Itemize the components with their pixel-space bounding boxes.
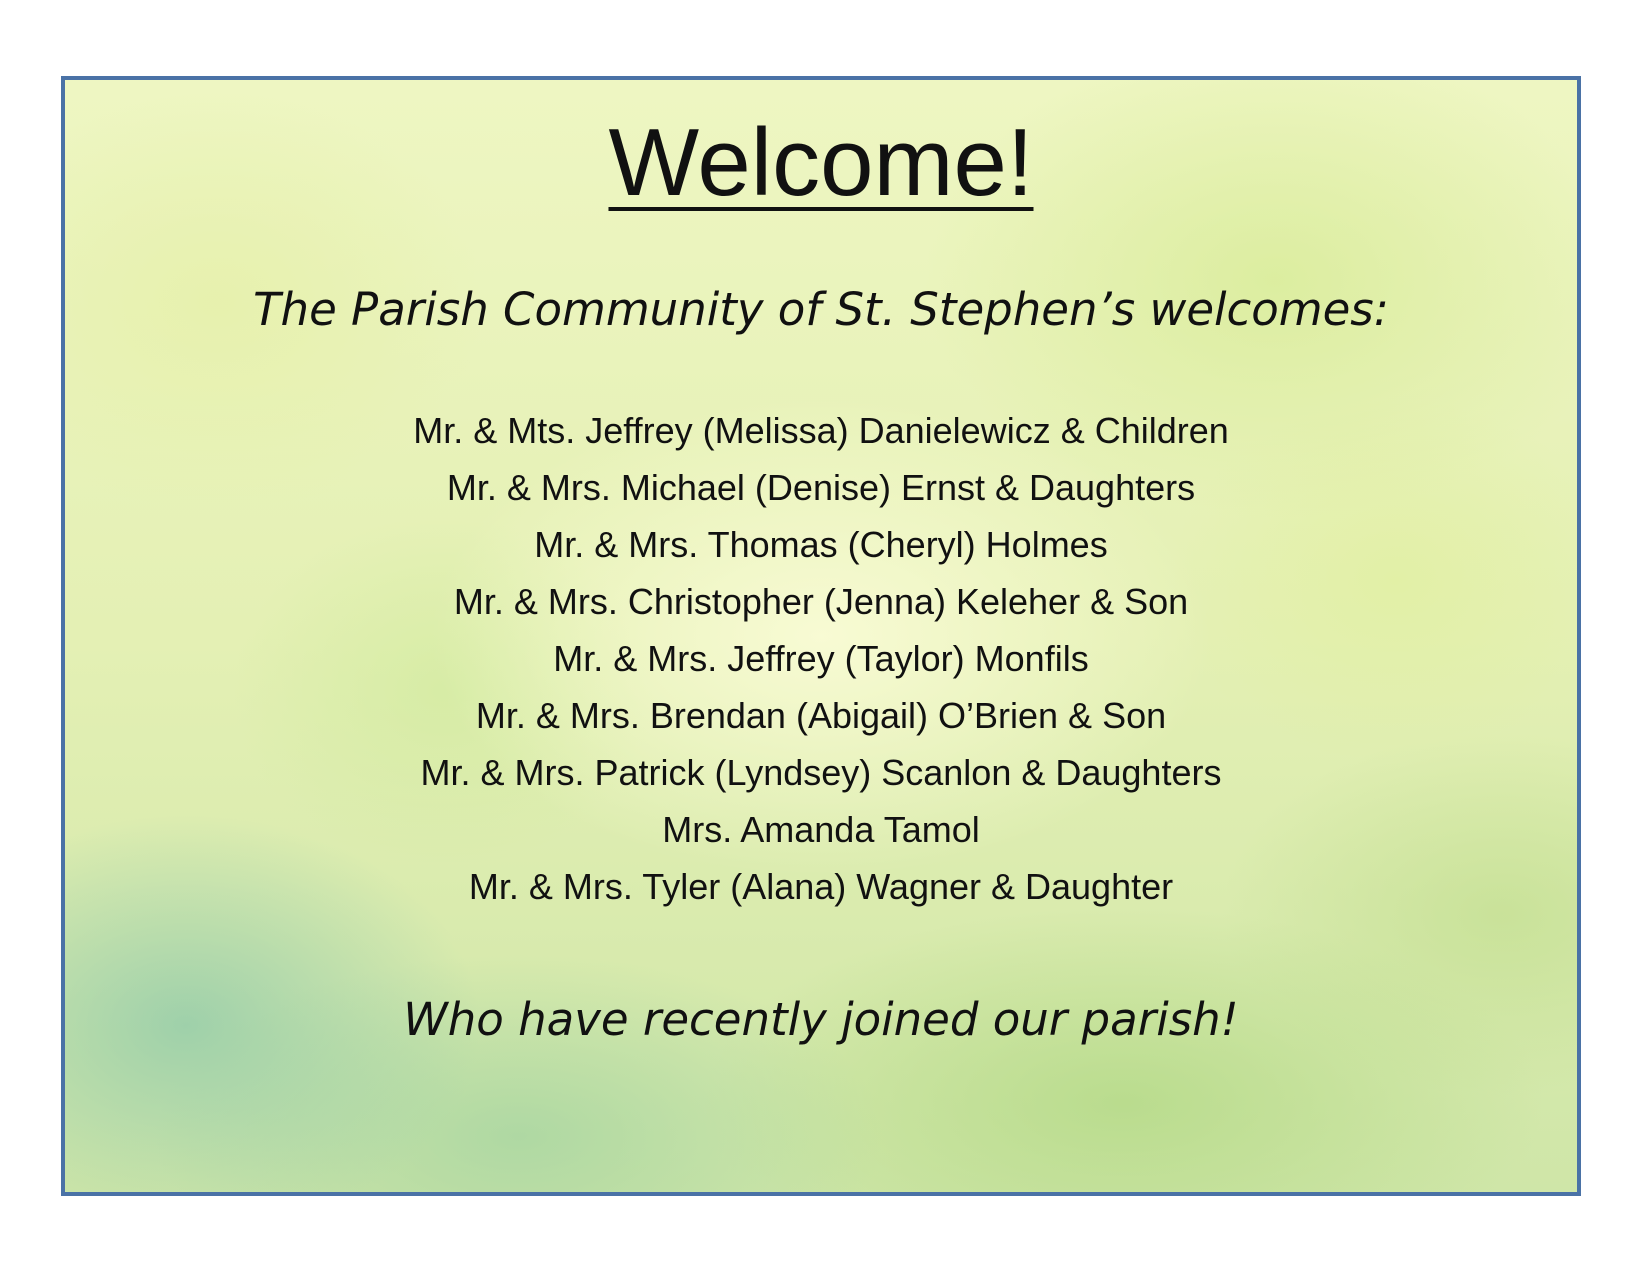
welcome-content <box>65 80 1577 1192</box>
list-item: Mr. & Mrs. Brendan (Abigail) O’Brien & Son <box>475 695 1167 736</box>
names-list <box>65 402 1577 915</box>
page-title: Welcome! <box>608 109 1034 216</box>
list-item: Mr. & Mrs. Christopher (Jenna) Keleher & Son <box>453 581 1189 622</box>
subtitle: The Parish Community of St. Stephen’s welcomes: <box>253 283 1389 336</box>
welcome-frame <box>61 76 1581 1196</box>
list-item: Mr. & Mrs. Thomas (Cheryl) Holmes <box>534 524 1108 565</box>
list-item: Mr. & Mts. Jeffrey (Melissa) Danielewicz & Children <box>413 410 1229 451</box>
list-item: Mrs. Amanda Tamol <box>662 809 980 850</box>
list-item: Mr. & Mrs. Michael (Denise) Ernst & Daughters <box>446 467 1196 508</box>
list-item: Mr. & Mrs. Tyler (Alana) Wagner & Daughter <box>468 866 1174 907</box>
list-item: Mr. & Mrs. Jeffrey (Taylor) Monfils <box>553 638 1089 679</box>
list-item: Mr. & Mrs. Patrick (Lyndsey) Scanlon & Daughters <box>420 752 1222 793</box>
closing-line: Who have recently joined our parish! <box>403 993 1239 1046</box>
